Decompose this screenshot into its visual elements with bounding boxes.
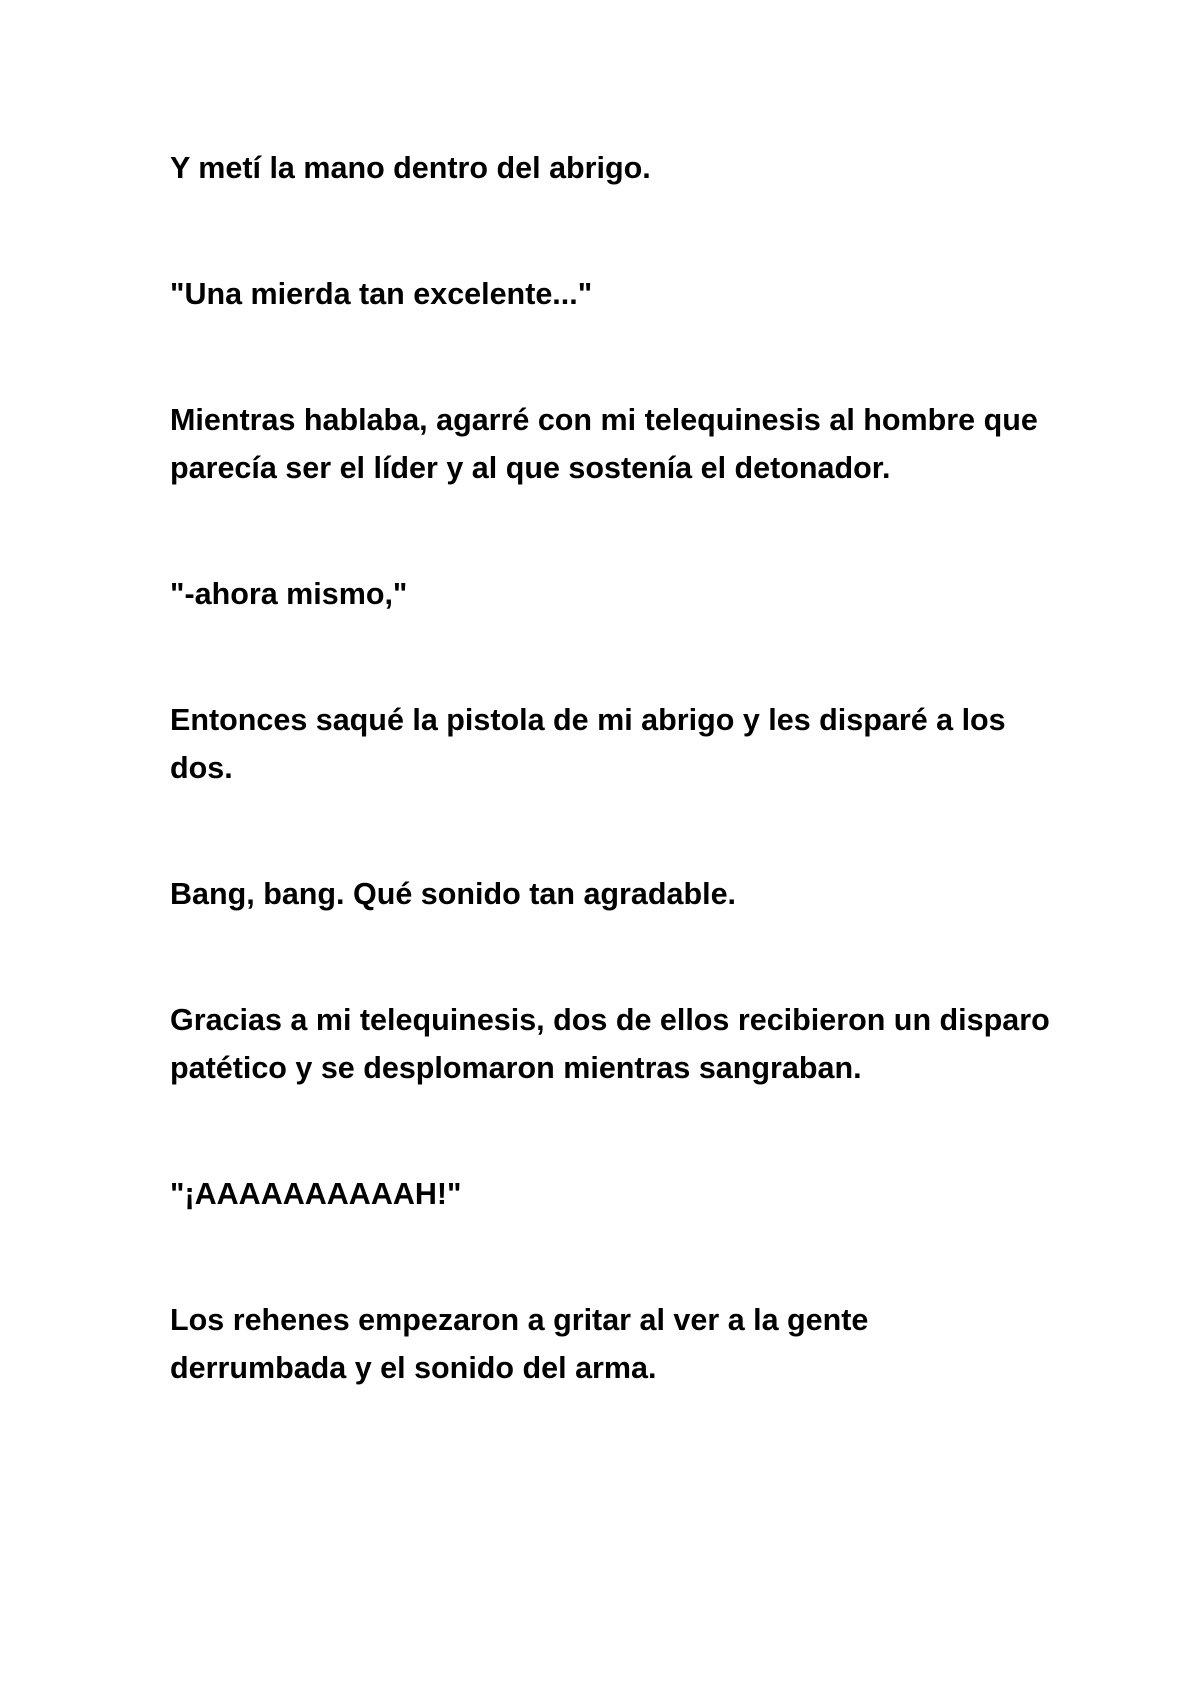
paragraph: Bang, bang. Qué sonido tan agradable.	[170, 877, 737, 911]
paragraph: "Una mierda tan excelente..."	[170, 277, 593, 311]
paragraph: Gracias a mi telequinesis, dos de ellos recibieron un disparo patético y se desplomaron mientras sangraban.	[170, 1003, 1050, 1085]
paragraph: Entonces saqué la pistola de mi abrigo y les disparé a los dos.	[170, 703, 1006, 785]
paragraph: "-ahora mismo,"	[170, 577, 408, 611]
paragraph: Y metí la mano dentro del abrigo.	[170, 151, 651, 185]
paragraph: "¡AAAAAAAAAAH!"	[170, 1177, 462, 1211]
text-body	[170, 144, 1050, 1392]
paragraph: Mientras hablaba, agarré con mi telequinesis al hombre que parecía ser el líder y al que sostenía el detonador.	[170, 403, 1038, 485]
paragraph: Los rehenes empezaron a gritar al ver a la gente derrumbada y el sonido del arma.	[170, 1303, 869, 1385]
